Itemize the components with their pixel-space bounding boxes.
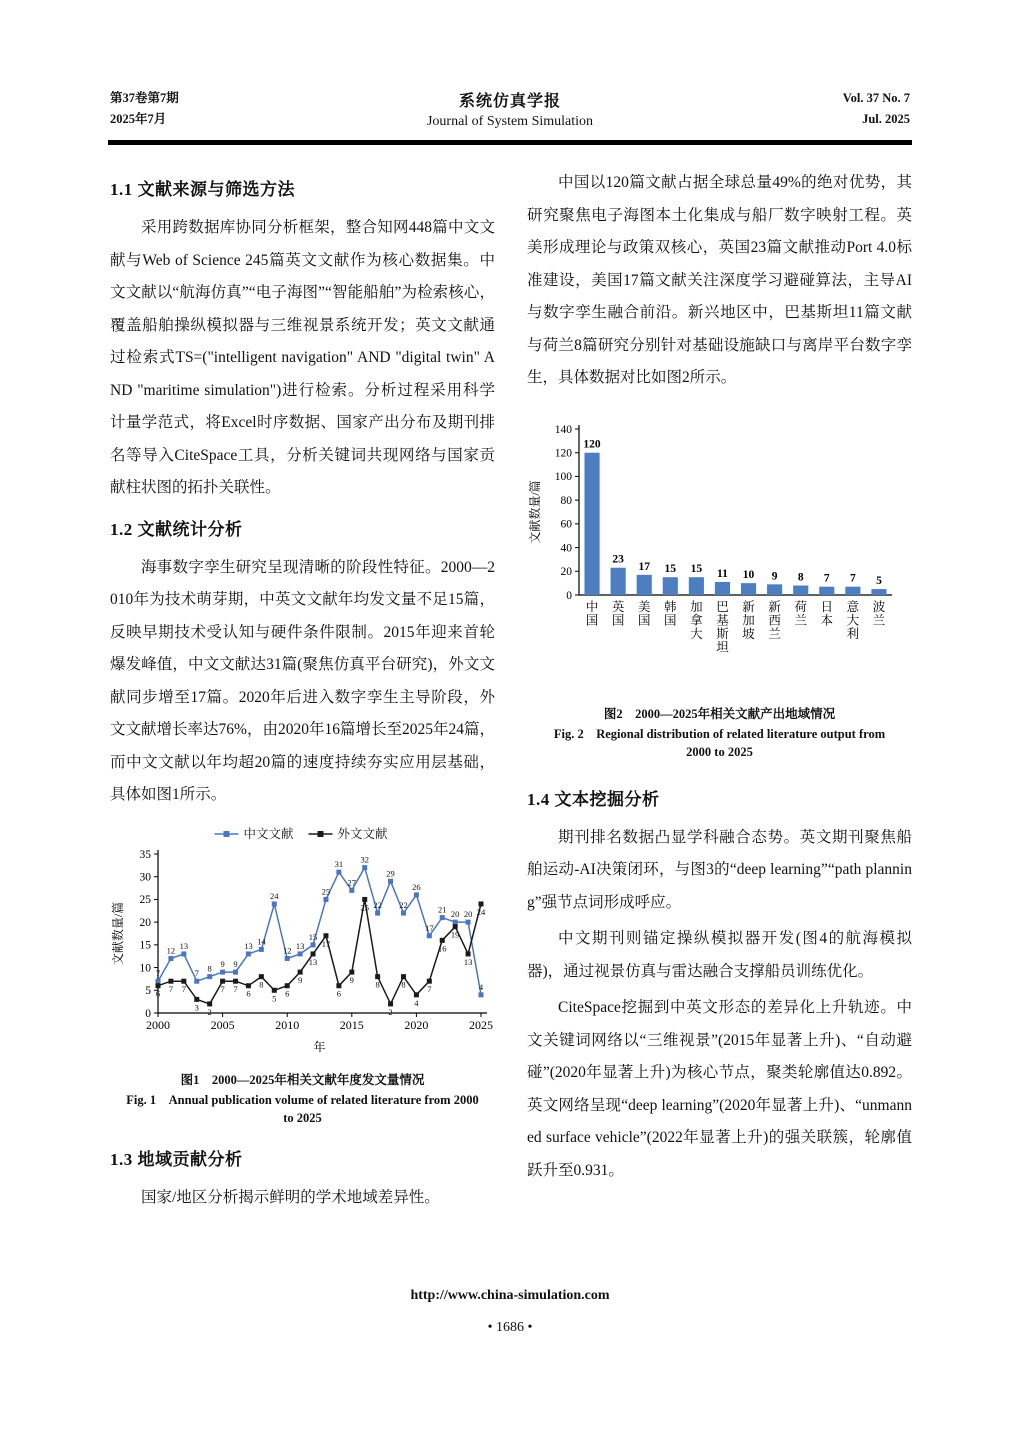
svg-text:20: 20 [463,908,473,919]
svg-text:5: 5 [272,992,277,1003]
svg-text:9: 9 [297,974,303,985]
volume-issue-en: Vol. 37 No. 7 [842,91,910,105]
svg-text:25: 25 [360,901,369,912]
svg-text:27: 27 [347,876,357,887]
svg-text:100: 100 [554,470,572,483]
svg-text:13: 13 [295,940,305,951]
section-1-3-paragraph: 国家/地区分析揭示鲜明的学术地域差异性。 [141,1188,440,1206]
svg-text:基: 基 [716,613,729,627]
svg-text:140: 140 [554,423,572,436]
svg-text:7: 7 [181,983,186,994]
svg-text:9: 9 [220,958,225,969]
header-right [710,88,910,130]
svg-text:2010: 2010 [275,1017,300,1032]
figure2-caption-zh: 图2 2000—2025年相关文献产出地域情况 [603,706,836,721]
svg-text:30: 30 [139,871,151,884]
svg-text:中: 中 [585,599,599,614]
svg-text:西: 西 [768,613,781,627]
svg-text:国: 国 [611,613,625,627]
svg-text:兰: 兰 [794,613,807,627]
svg-text:5: 5 [145,984,151,997]
svg-text:兰: 兰 [768,626,781,641]
svg-text:6: 6 [285,988,290,999]
svg-text:7: 7 [823,572,830,585]
svg-text:大: 大 [846,613,860,627]
svg-text:新: 新 [768,599,781,614]
svg-text:2015: 2015 [339,1017,364,1032]
svg-text:7: 7 [155,967,161,978]
header-rule [108,140,912,145]
svg-text:17: 17 [321,938,331,949]
svg-text:坦: 坦 [716,640,729,654]
figure2-caption-en: Fig. 2 Regional distribution of related literature output from 2000 to 2025 [553,726,886,759]
svg-text:19: 19 [450,929,460,940]
svg-text:9: 9 [233,958,238,969]
svg-text:20: 20 [139,916,151,929]
svg-text:8: 8 [401,979,406,990]
footer-url: http://www.china-simulation.com [410,1288,610,1303]
svg-text:13: 13 [463,956,473,967]
svg-text:22: 22 [373,899,382,910]
svg-text:9: 9 [771,569,778,582]
content-columns [110,165,912,1218]
journal-title-en: Journal of System Simulation [426,114,594,129]
svg-text:8: 8 [375,979,380,990]
svg-text:巴: 巴 [716,599,729,614]
svg-text:0: 0 [145,1007,151,1020]
svg-text:11: 11 [717,567,728,580]
svg-text:新: 新 [742,599,755,614]
svg-text:31: 31 [334,858,344,869]
journal-title-zh: 系统仿真学报 [458,93,561,110]
svg-text:2025: 2025 [469,1017,493,1032]
fig1-legend [215,826,389,841]
svg-text:80: 80 [560,494,572,507]
svg-text:25: 25 [321,885,331,896]
svg-text:兰: 兰 [872,613,886,627]
svg-text:英: 英 [611,599,625,614]
section-1-1-paragraph: 采用跨数据库协同分析框架，整合知网448篇中文文献与Web of Science 245篇英文文献作为核心数据集。中文文献以“航海仿真”“电子海图”“智能船舶”为检索核心，覆盖船舶操纵模拟器与三维视景系统开发；英文文献通过检索式TS=("intelligent navigation" AND "digital twin" AND "maritime simulation")进行检索。分析过程采用科学计量学范式，将Excel时序数据、国家产出分布及期刊排名等导入CiteSpace工具，分析关键词共现网络与国家贡献柱状图的拓扑关联性。 [110,219,495,496]
svg-text:国: 国 [637,613,651,627]
svg-text:7: 7 [220,983,225,994]
svg-text:2: 2 [388,1006,393,1017]
section-1-4-paragraph-1: 期刊排名数据凸显学科融合态势。英文期刊聚焦船舶运动-AI决策闭环，与图3的“deep learning”“path planning”强节点词形成呼应。 [527,828,912,911]
svg-text:2: 2 [207,1006,212,1017]
svg-text:21: 21 [437,904,447,915]
svg-text:5: 5 [876,574,882,587]
svg-text:29: 29 [386,867,395,878]
svg-text:7: 7 [194,967,199,978]
svg-text:日: 日 [820,599,834,614]
figure1-caption-zh: 图1 2000—2025年相关文献年度发文量情况 [180,1072,425,1087]
svg-text:3: 3 [194,1001,199,1012]
svg-text:大: 大 [690,626,703,641]
svg-text:12: 12 [166,944,176,955]
fig2-svg [527,411,902,691]
svg-text:7: 7 [233,983,238,994]
svg-text:0: 0 [566,589,572,602]
svg-text:60: 60 [560,518,572,531]
svg-text:13: 13 [308,956,318,967]
footer-page-number: • 1686 • [487,1320,533,1335]
section-1-4-paragraph-2: 中文期刊则锚定操纵模拟器开发(图4的航海模拟器)，通过视景仿真与雷达融合支撑船员训练优化。 [527,930,912,980]
svg-text:32: 32 [360,854,369,865]
page-header [110,88,910,130]
svg-text:15: 15 [664,562,677,575]
svg-text:波: 波 [872,599,886,614]
svg-text:中文文献: 中文文献 [243,826,294,841]
section-1-4-heading: 1.4 文本挖掘分析 [527,789,660,809]
svg-text:6: 6 [155,988,161,999]
svg-text:6: 6 [336,988,342,999]
svg-text:4: 4 [414,997,419,1008]
svg-text:文献数量/篇: 文献数量/篇 [111,901,125,965]
column-right [527,165,912,1218]
svg-text:120: 120 [554,447,572,460]
svg-text:荷: 荷 [794,599,807,614]
svg-text:13: 13 [244,940,253,951]
section-1-3-heading: 1.3 地域贡献分析 [110,1149,243,1169]
header-left [110,88,310,130]
figure1-line-chart [110,822,495,1062]
svg-text:40: 40 [560,541,572,554]
svg-text:4: 4 [478,981,484,992]
svg-text:20: 20 [560,565,572,578]
svg-text:坡: 坡 [742,626,755,641]
header-center [310,88,710,130]
svg-text:9: 9 [349,974,354,985]
svg-text:15: 15 [690,562,703,575]
svg-text:120: 120 [583,438,601,451]
svg-text:8: 8 [207,963,212,974]
svg-text:国: 国 [585,613,599,627]
svg-text:年: 年 [313,1039,326,1054]
svg-text:外文文献: 外文文献 [337,826,388,841]
svg-text:22: 22 [399,899,408,910]
column-left [110,165,495,1218]
svg-text:16: 16 [437,942,447,953]
svg-text:国: 国 [664,613,677,627]
svg-text:韩: 韩 [664,599,677,614]
svg-text:13: 13 [179,940,189,951]
svg-text:12: 12 [282,944,292,955]
svg-text:利: 利 [846,626,860,641]
svg-text:14: 14 [257,935,266,946]
section-1-2-heading: 1.2 文献统计分析 [110,519,243,539]
svg-text:7: 7 [168,983,174,994]
svg-text:17: 17 [638,560,650,573]
svg-text:25: 25 [139,893,151,906]
svg-text:26: 26 [412,881,421,892]
svg-text:7: 7 [850,572,856,585]
section-1-3-paragraph-cont: 中国以120篇文献占据全球总量49%的绝对优势，其研究聚焦电子海图本土化集成与船厂数字映射工程。英美形成理论与政策双核心，英国23篇文献推动Port 4.0标准建设，美国17篇文献关注深度学习避碰算法，主导AI与数字孪生融合前沿。新兴地区中，巴基斯坦11篇文献与荷兰8篇研究分别针对基础设施缺口与离岸平台数字孪生，具体数据对比如图2所示。 [527,174,912,386]
svg-text:斯: 斯 [716,626,729,641]
svg-text:6: 6 [246,988,251,999]
svg-text:2005: 2005 [210,1017,235,1032]
svg-text:美: 美 [637,599,651,614]
svg-text:2020: 2020 [404,1017,429,1032]
figure2-bar-chart [527,411,912,696]
svg-text:加: 加 [690,599,703,614]
fig1-svg [110,822,495,1057]
section-1-2-paragraph: 海事数字孪生研究呈现清晰的阶段性特征。2000—2010年为技术萌芽期，中英文文献年均发文量不足15篇，反映早期技术受认知与硬件条件限制。2015年迎来首轮爆发峰值，中文文献达31篇(聚焦仿真平台研究)，外文文献同步增至17篇。2020年后进入数字孪生主导阶段，外文文献增长率达76%，由2020年16篇增长至2025年24篇，而中文文献以年均超20篇的速度持续夯实应用层基础，具体如图1所示。 [110,558,495,803]
svg-text:20: 20 [450,908,460,919]
date-zh: 2025年7月 [110,112,167,126]
section-1-1-heading: 1.1 文献来源与筛选方法 [110,180,295,199]
date-en: Jul. 2025 [862,112,910,126]
svg-text:24: 24 [270,890,279,901]
svg-text:15: 15 [308,931,318,942]
svg-text:35: 35 [139,848,151,861]
svg-text:拿: 拿 [690,613,703,627]
section-1-4-paragraph-3: CiteSpace挖掘到中英文形态的差异化上升轨迹。中文关键词网络以“三维视景”(2015年显著上升)、“自动避碰”(2020年显著上升)为核心节点，聚类轮廓值达0.892。英文网络呈现“deep learning”(2020年显著上升)、“unmanned surface vehicle”(2022年显著上升)的强关联簇，轮廓值跃升至0.931。 [527,999,912,1179]
svg-text:加: 加 [742,613,755,627]
svg-text:23: 23 [612,553,624,566]
svg-text:意: 意 [846,599,860,614]
svg-text:15: 15 [139,939,151,952]
svg-text:10: 10 [742,568,755,581]
svg-text:本: 本 [820,613,834,627]
svg-text:文献数量/篇: 文献数量/篇 [528,479,542,544]
svg-text:8: 8 [259,979,264,990]
svg-text:8: 8 [797,571,804,584]
volume-issue-zh: 第37卷第7期 [110,91,179,105]
figure1-caption-en: Fig. 1 Annual publication volume of related literature from 2000 to 2025 [126,1092,479,1125]
svg-text:2000: 2000 [146,1017,170,1032]
svg-text:10: 10 [139,961,151,974]
svg-text:24: 24 [476,906,486,917]
svg-text:7: 7 [427,983,432,994]
svg-text:17: 17 [425,922,434,933]
